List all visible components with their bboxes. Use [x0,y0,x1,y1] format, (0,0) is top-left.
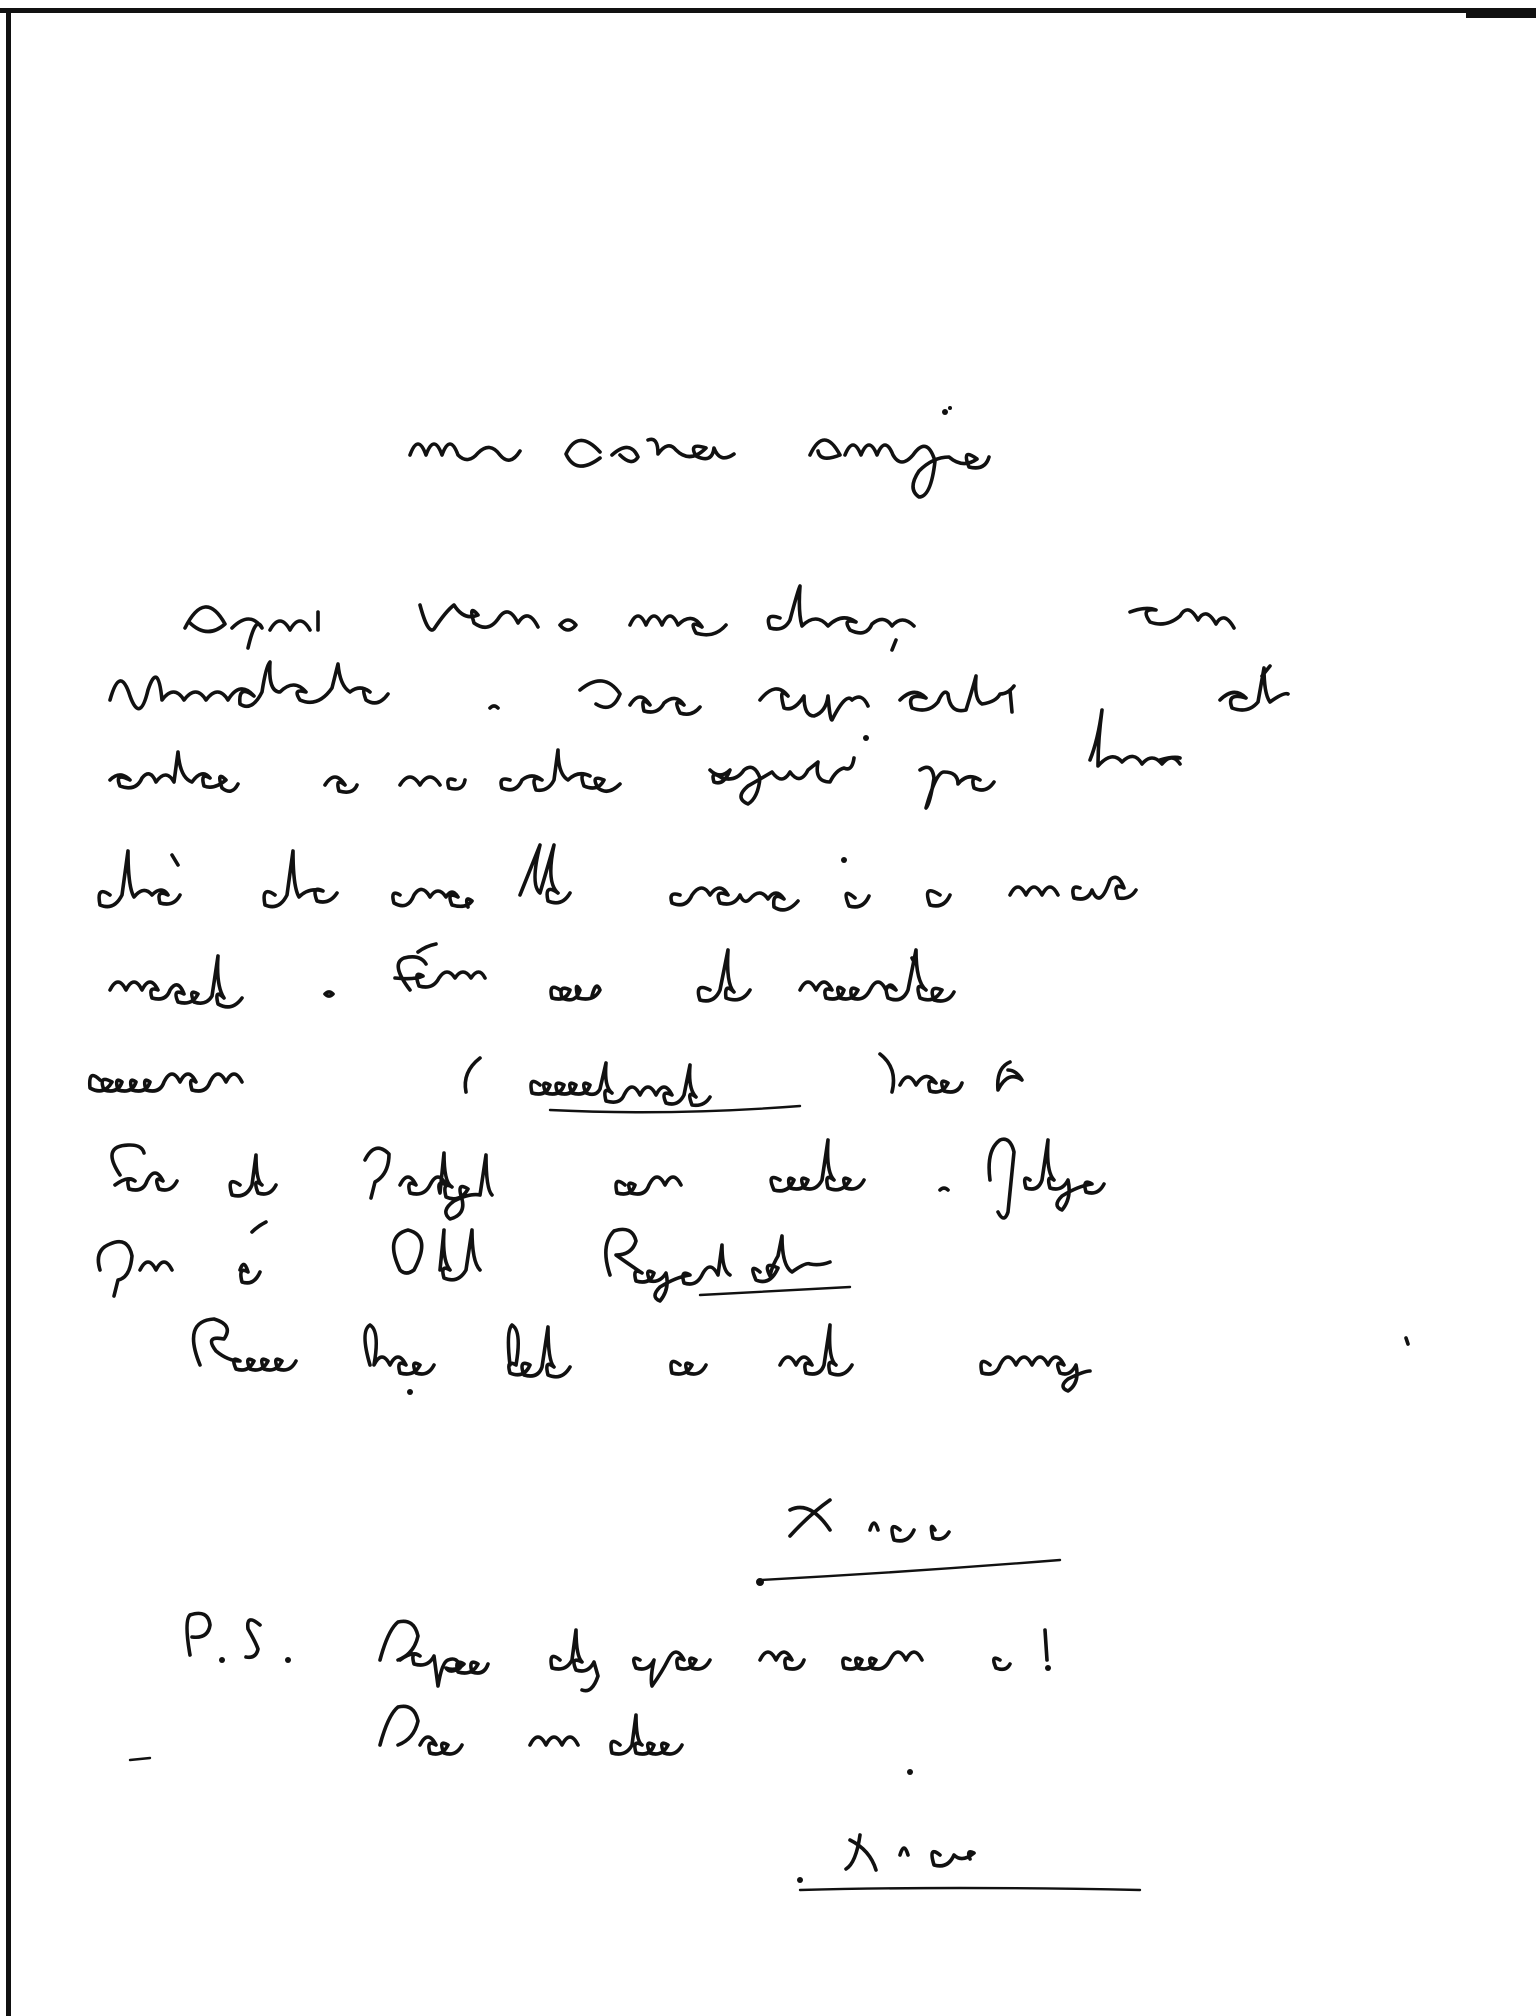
page-border-top [0,8,1536,13]
handwriting-signature-2 [800,1835,1140,1890]
handwriting-body-line-4 [99,845,1136,910]
handwriting-body-line-3 [110,710,1180,808]
handwriting-postscript [130,1613,1051,1775]
handwriting-body-line-1 [185,586,1234,650]
page-border-corner [1466,8,1536,18]
handwriting-body-line-5 [110,944,954,1007]
letterhead-contact-block [120,150,475,156]
page-border-left [6,8,11,2016]
handwriting-body-line-7 [112,1139,1104,1219]
handwriting-body-line-2 [110,662,1288,720]
handwriting-body-line-8 [98,1222,850,1301]
handwriting-signature-1 [756,1500,1060,1586]
handwriting-salutation [410,409,989,497]
handwriting-body-line-6 [90,1054,1022,1112]
handwriting-body-line-9 [194,1319,1408,1395]
